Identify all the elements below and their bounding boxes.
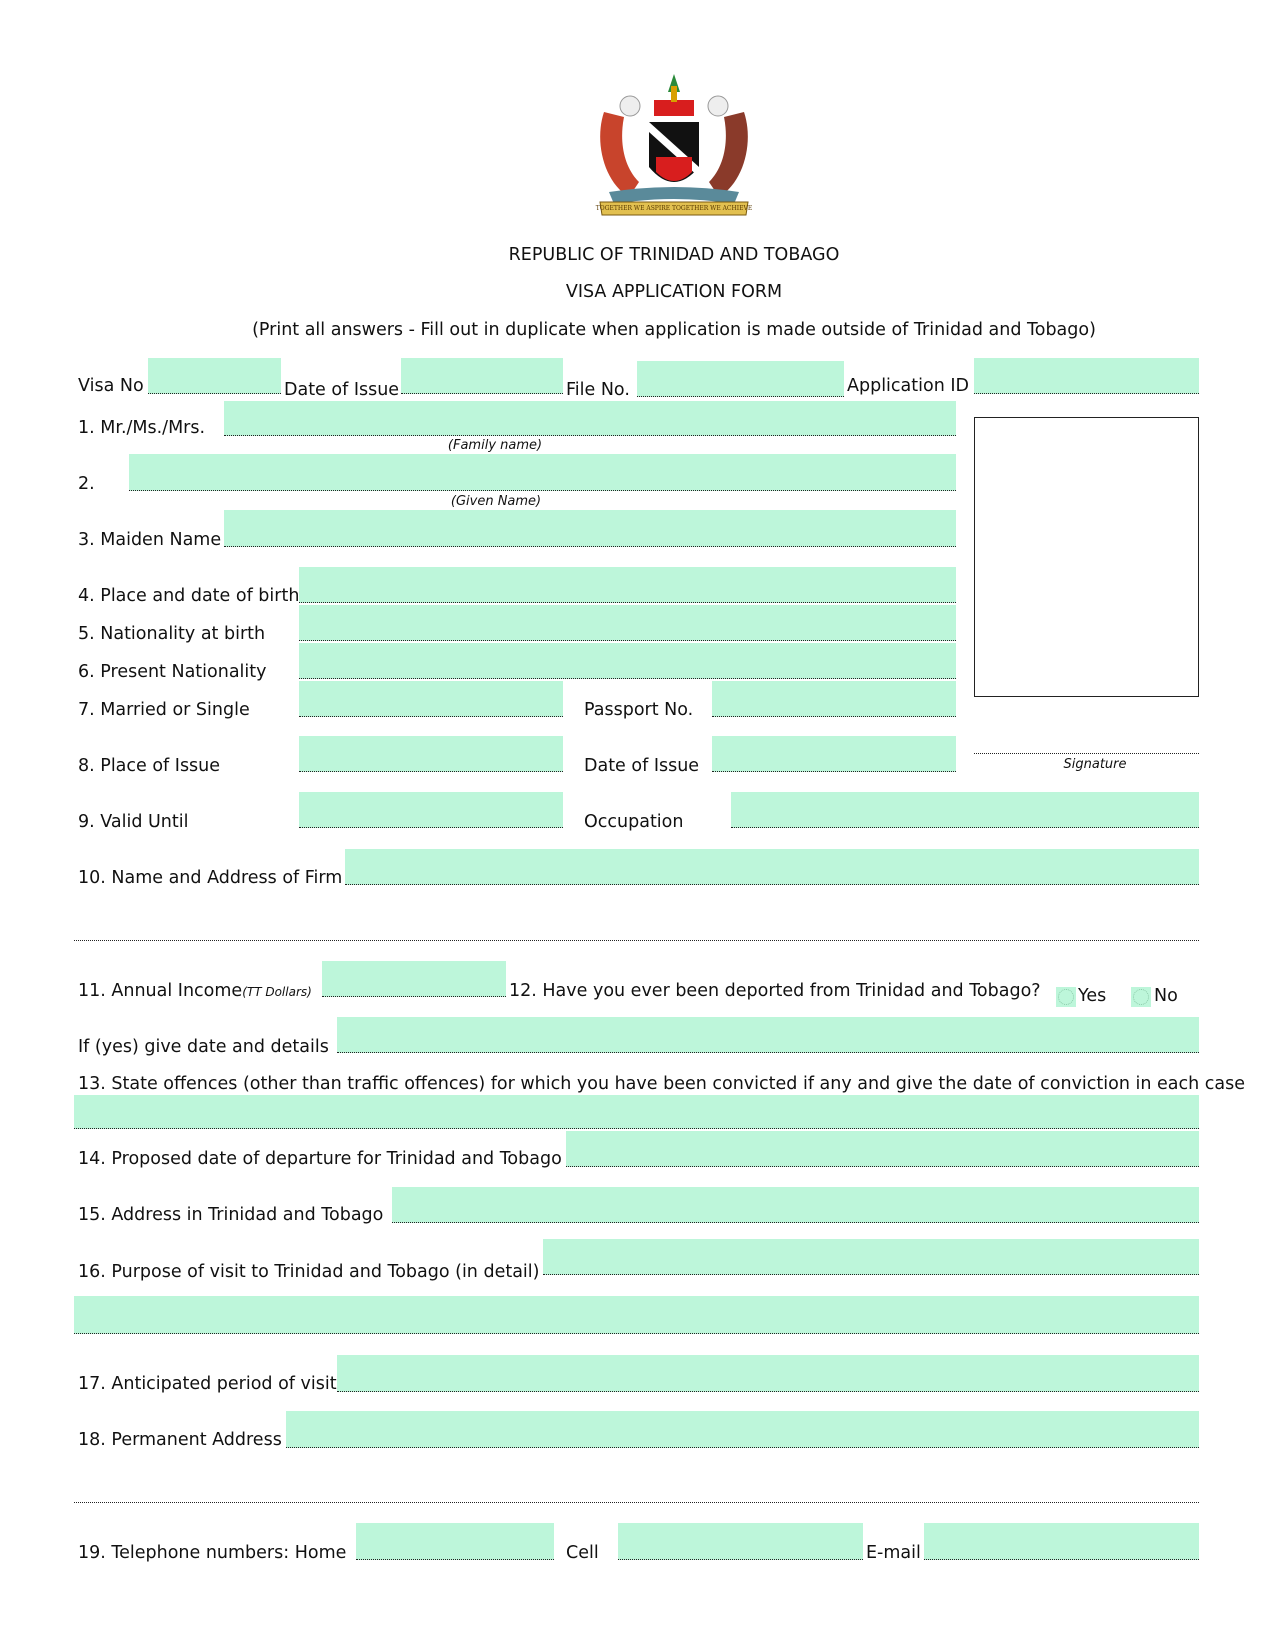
q15-label: 15. Address in Trinidad and Tobago xyxy=(78,1205,384,1225)
family-name-caption: (Family name) xyxy=(447,438,543,453)
signature-line[interactable] xyxy=(974,753,1199,754)
given-name-caption: (Given Name) xyxy=(450,494,542,509)
q13-label: 13. State offences (other than traffic offences) for which you have been convicted if any and give the date of conviction in each case xyxy=(78,1074,1246,1094)
passport-date-of-issue-label: Date of Issue xyxy=(584,756,700,776)
q9-label: 9. Valid Until xyxy=(78,812,189,832)
file-no-field[interactable] xyxy=(637,361,844,397)
maiden-name-field[interactable] xyxy=(224,510,956,547)
passport-date-of-issue-field[interactable] xyxy=(712,736,956,772)
present-nationality-field[interactable] xyxy=(299,643,956,679)
date-of-issue-label: Date of Issue xyxy=(284,380,400,400)
email-label: E-mail xyxy=(866,1543,921,1563)
application-id-field[interactable] xyxy=(974,358,1199,394)
q1-label: 1. Mr./Ms./Mrs. xyxy=(78,418,206,438)
yes-label: Yes xyxy=(1078,986,1107,1006)
deported-yes-radio[interactable] xyxy=(1056,987,1076,1007)
q18-label: 18. Permanent Address xyxy=(78,1430,282,1450)
q14-label: 14. Proposed date of departure for Trinidad and Tobago xyxy=(78,1149,562,1169)
marital-status-field[interactable] xyxy=(299,681,563,717)
q8-label: 8. Place of Issue xyxy=(78,756,221,776)
q16-label: 16. Purpose of visit to Trinidad and Tobago (in detail) xyxy=(78,1262,540,1282)
date-of-issue-field[interactable] xyxy=(401,358,563,394)
email-field[interactable] xyxy=(924,1523,1199,1560)
q17-label: 17. Anticipated period of visit xyxy=(78,1374,337,1394)
q11-text: 11. Annual Income xyxy=(78,981,243,1001)
country-heading: REPUBLIC OF TRINIDAD AND TOBAGO xyxy=(508,245,840,265)
q10-label: 10. Name and Address of Firm xyxy=(78,868,343,888)
offences-field[interactable] xyxy=(74,1095,1199,1129)
passport-no-field[interactable] xyxy=(712,681,956,717)
family-name-field[interactable] xyxy=(224,401,956,436)
place-of-issue-field[interactable] xyxy=(299,736,563,772)
coat-of-arms-motto: TOGETHER WE ASPIRE TOGETHER WE ACHIEVE xyxy=(595,205,753,212)
annual-income-field[interactable] xyxy=(322,961,506,997)
q19-label: 19. Telephone numbers: Home xyxy=(78,1543,347,1563)
form-title: VISA APPLICATION FORM xyxy=(565,282,783,302)
visit-purpose-field[interactable] xyxy=(543,1239,1199,1275)
q11-unit: (TT Dollars) xyxy=(242,985,312,999)
if-yes-label: If (yes) give date and details xyxy=(78,1037,329,1057)
occupation-label: Occupation xyxy=(584,812,684,832)
departure-date-field[interactable] xyxy=(566,1131,1199,1167)
deportation-details-field[interactable] xyxy=(337,1017,1199,1053)
q5-label: 5. Nationality at birth xyxy=(78,624,266,644)
nationality-at-birth-field[interactable] xyxy=(299,605,956,641)
q4-label: 4. Place and date of birth xyxy=(78,586,300,606)
given-name-field[interactable] xyxy=(129,454,956,491)
file-no-label: File No. xyxy=(566,380,630,400)
q12-label: 12. Have you ever been deported from Trinidad and Tobago? xyxy=(509,981,1041,1001)
permanent-address-field[interactable] xyxy=(286,1411,1199,1448)
visit-purpose-field-2[interactable] xyxy=(74,1296,1199,1334)
coat-of-arms-logo xyxy=(594,72,754,224)
q11-label xyxy=(78,983,312,1001)
visa-no-field[interactable] xyxy=(148,358,281,394)
visit-period-field[interactable] xyxy=(337,1355,1199,1392)
firm-address-line-2[interactable] xyxy=(74,940,1199,941)
no-label: No xyxy=(1154,986,1178,1006)
cell-label: Cell xyxy=(566,1543,599,1563)
cell-phone-field[interactable] xyxy=(618,1523,863,1560)
visa-no-label: Visa No xyxy=(78,376,144,396)
valid-until-field[interactable] xyxy=(299,792,563,828)
home-phone-field[interactable] xyxy=(356,1523,554,1560)
permanent-address-line-2[interactable] xyxy=(74,1502,1199,1503)
signature-label: Signature xyxy=(1063,757,1127,772)
birth-place-date-field[interactable] xyxy=(299,567,956,603)
deported-no-radio[interactable] xyxy=(1131,987,1151,1007)
instructions: (Print all answers - Fill out in duplicate when application is made outside of Trinidad and Tobago) xyxy=(252,320,1096,340)
tt-address-field[interactable] xyxy=(392,1187,1199,1223)
q7-label: 7. Married or Single xyxy=(78,700,250,720)
occupation-field[interactable] xyxy=(731,792,1199,828)
photo-box xyxy=(974,417,1199,697)
q6-label: 6. Present Nationality xyxy=(78,662,267,682)
firm-address-field[interactable] xyxy=(345,849,1199,885)
q2-label: 2. xyxy=(78,474,95,494)
q3-label: 3. Maiden Name xyxy=(78,530,222,550)
application-id-label: Application ID xyxy=(847,376,969,396)
passport-no-label: Passport No. xyxy=(584,700,694,720)
